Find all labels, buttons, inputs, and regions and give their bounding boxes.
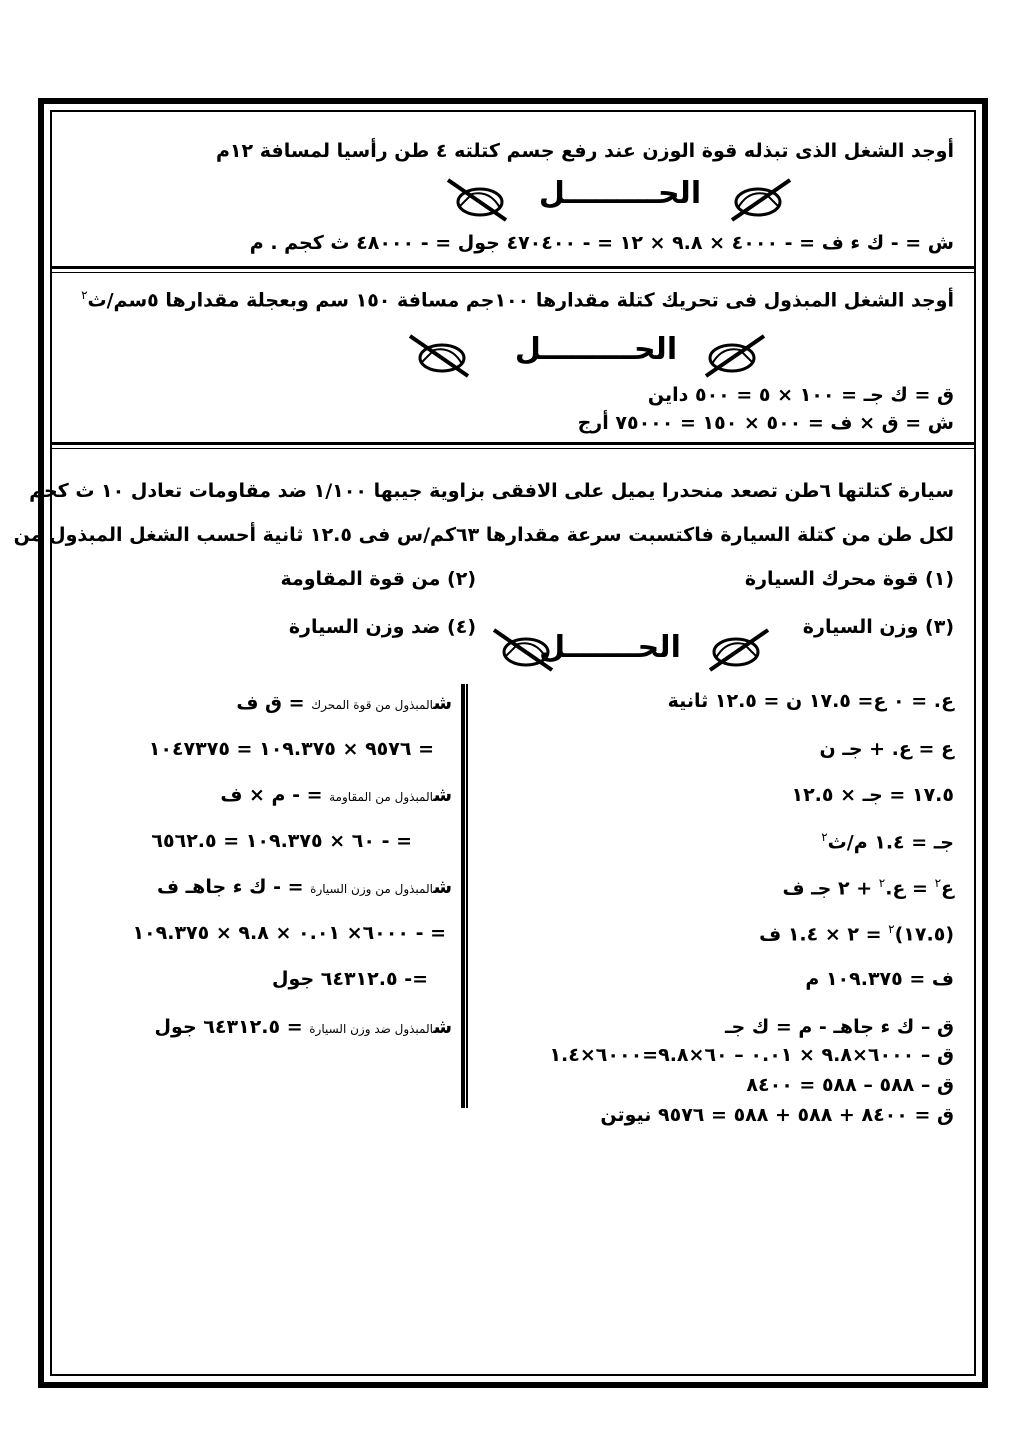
step-text: ع	[941, 877, 954, 900]
writing-hand-icon	[702, 332, 766, 378]
step-text: (١٧.٥)	[894, 923, 954, 946]
problem2-line1: ق = ك جـ = ١٠٠ × ٥ = ٥٠٠ داين	[647, 384, 954, 406]
work-step: = - ٦٠٠٠× ٠.٠١ × ٩.٨ × ١٠٩.٣٧٥	[132, 922, 446, 944]
superscript: ٢	[934, 876, 942, 890]
subscript-label: المبذول ضد وزن السيارة	[309, 1022, 434, 1036]
symbol: ش	[433, 1016, 452, 1038]
problem2-question-text: أوجد الشغل المبذول فى تحريك كتلة مقدارها ١٠٠جم مسافة ١٥٠ سم وبعجلة مقدارها ٥سم/ث	[87, 289, 954, 312]
subscript-label: المبذول من المقاومة	[329, 790, 434, 804]
problem2-line2: ش = ق × ف = ٥٠٠ × ١٥٠ = ٧٥٠٠٠ أرج	[577, 412, 954, 434]
step-text: = ق ف	[236, 692, 312, 714]
writing-hand-icon	[706, 626, 770, 672]
subscript-label: المبذول من قوة المحرك	[311, 698, 434, 712]
symbol: ش	[433, 876, 452, 898]
step-text: جـ = ١.٤ م/ث	[827, 831, 954, 854]
solution-step: ع. = ٠ ع= ١٧.٥ ن = ١٢.٥ ثانية	[667, 690, 954, 712]
work-step	[157, 876, 452, 898]
solution-title: الحـــــــل	[539, 630, 681, 665]
step-text: = ع.	[885, 877, 935, 900]
section-divider	[50, 442, 976, 449]
problem1-question: أوجد الشغل الذى تبذله قوة الوزن عند رفع جسم كتلته ٤ طن رأسيا لمسافة ١٢م	[215, 140, 954, 162]
solution-step: ف = ١٠٩.٣٧٥ م	[805, 968, 954, 990]
option-3: (٣) وزن السيارة	[802, 616, 954, 638]
solution-step: ع = ع. + جـ ن	[819, 738, 954, 760]
option-4: (٤) ضد وزن السيارة	[288, 616, 476, 638]
writing-hand-icon	[446, 176, 510, 222]
solution-step	[821, 830, 954, 853]
solution-title: الحـــــــــل	[538, 176, 702, 211]
work-step: = - ٦٠ × ١٠٩.٣٧٥ = ٦٥٦٢.٥	[151, 830, 412, 852]
superscript: ٢	[888, 922, 895, 936]
superscript: ٢	[81, 288, 88, 302]
problem3-question-line2: لكل طن من كتلة السيارة فاكتسبت سرعة مقدارها ٦٣كم/س فى ١٢.٥ ثانية أحسب الشغل المبذول من	[13, 524, 954, 546]
solution-step: ق = ٨٤٠٠ + ٥٨٨ + ٥٨٨ = ٩٥٧٦ نيوتن	[600, 1104, 954, 1126]
superscript: ٢	[878, 876, 886, 890]
problem3-question-line1: سيارة كتلتها ٦طن تصعد منحدرا يميل على الافقى بزاوية جيبها ١/١٠٠ ضد مقاومات تعادل ١٠ ث كجم	[29, 480, 954, 502]
step-text: = ٦٤٣١٢.٥ جول	[154, 1016, 310, 1038]
solution-step	[759, 922, 954, 945]
work-step	[236, 692, 452, 714]
step-text: = - ك ء جاهـ ف	[156, 876, 311, 898]
solution-step: ١٧.٥ = جـ × ١٢.٥	[791, 784, 954, 806]
writing-hand-icon	[408, 332, 472, 378]
solution-step: ق – ٦٠٠٠×٩.٨ × ٠.٠١ – ٦٠×٩.٨=٦٠٠٠×١.٤	[549, 1044, 954, 1066]
option-1: (١) قوة محرك السيارة	[744, 568, 954, 590]
work-step	[155, 1016, 452, 1038]
work-step	[220, 784, 452, 806]
problem2-question	[81, 288, 954, 311]
solution-title: الحـــــــــل	[514, 332, 678, 367]
option-2: (٢) من قوة المقاومة	[280, 568, 476, 590]
step-text: + ٢ جـ ف	[782, 877, 879, 900]
step-text: = - م × ف	[220, 784, 330, 806]
writing-hand-icon	[492, 626, 556, 672]
subscript-label: المبذول من وزن السيارة	[310, 882, 434, 896]
problem1-answer: ش = - ك ء ف = - ٤٠٠٠ × ٩.٨ × ١٢ = - ٤٧٠٤٠٠ جول = - ٤٨٠٠٠ ث كجم . م	[249, 232, 954, 254]
solution-step: ق – ك ء جاهـ - م = ك جـ	[725, 1016, 954, 1038]
solution-step: ق – ٥٨٨ – ٥٨٨ = ٨٤٠٠	[746, 1074, 954, 1096]
superscript: ٢	[821, 830, 828, 844]
step-text: = ٢ × ١.٤ ف	[759, 923, 889, 946]
work-step: = ٩٥٧٦ × ١٠٩.٣٧٥ = ١٠٤٧٣٧٥	[148, 738, 434, 760]
solution-step	[782, 876, 954, 899]
symbol: ش	[433, 692, 452, 714]
work-step: =- ٦٤٣١٢.٥ جول	[272, 968, 428, 990]
symbol: ش	[433, 784, 452, 806]
writing-hand-icon	[728, 176, 792, 222]
section-divider	[50, 266, 976, 273]
column-divider	[461, 684, 468, 1108]
